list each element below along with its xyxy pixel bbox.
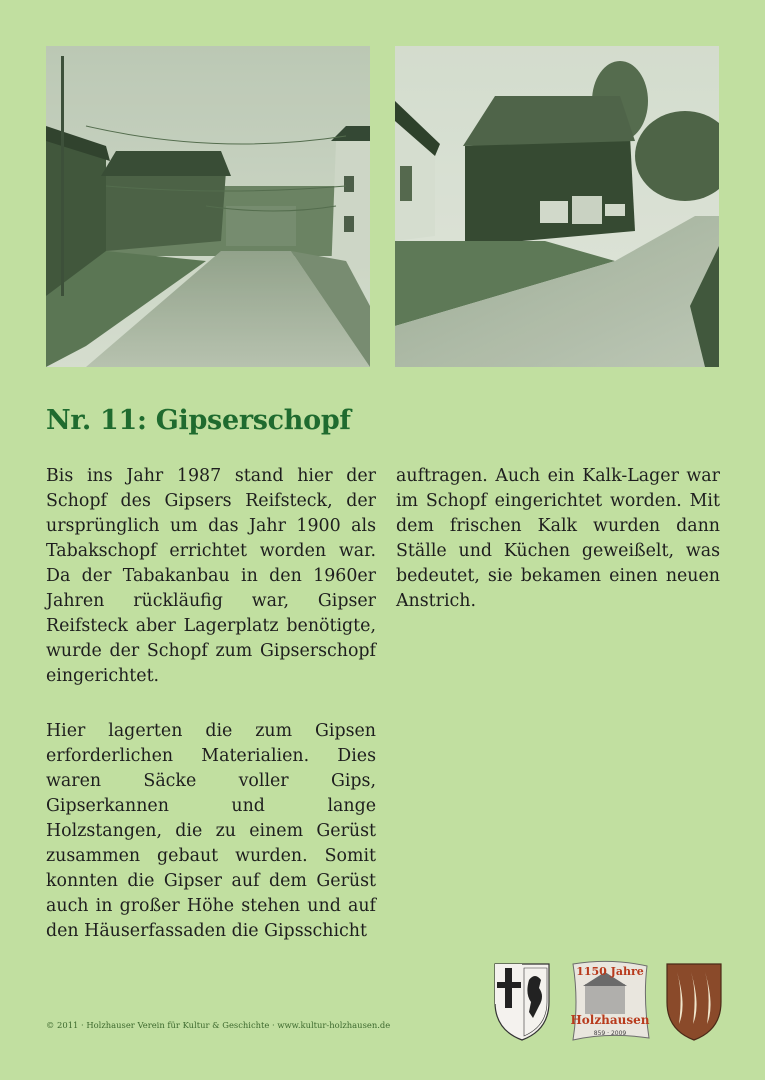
historic-street-photo-left bbox=[46, 46, 370, 367]
paragraph-lime-storage: auftragen. Auch ein Kalk-Lager war im Schopf eingerichtet worden. Mit dem frischen Kalk wurden dann Ställe und Küchen geweißelt, was bedeutet, sie bekamen einen neuen Anstrich. bbox=[396, 466, 720, 611]
page-title: Nr. 11: Gipserschopf bbox=[46, 405, 351, 436]
text-column-right bbox=[396, 464, 720, 644]
badge-line2: Holzhausen bbox=[570, 1013, 650, 1027]
badge-line1: 1150 Jahre bbox=[576, 965, 644, 978]
historic-barn-photo-right bbox=[395, 46, 719, 367]
paragraph-materials: Hier lagerten die zum Gipsen erforderlichen Materialien. Dies waren Säcke voller Gips, Gipserkannen und lange Holzstangen, die zu einem Gerüst zusammen gebaut wurden. Somit konnten die Gipser auf dem Gerüst auch in großer Höhe stehen und auf den Häuserfassaden die Gipsschicht bbox=[46, 721, 376, 941]
text-column-left bbox=[46, 464, 376, 974]
anniversary-badge-icon bbox=[570, 961, 649, 1040]
coat-of-arms-right-icon bbox=[667, 964, 721, 1040]
badge-line3: 859 · 2009 bbox=[593, 1030, 627, 1037]
logo-group bbox=[493, 958, 725, 1042]
coat-of-arms-left-icon bbox=[495, 964, 549, 1040]
footer-credit: © 2011 · Holzhauser Verein für Kultur & Geschichte · www.kultur-holzhausen.de bbox=[46, 1020, 391, 1030]
paragraph-history: Bis ins Jahr 1987 stand hier der Schopf des Gipsers Reifsteck, der ursprünglich um das Jahr 1900 als Tabakschopf errichtet worden war. Da der Tabakanbau in den 1960er Jahren rückläufig war, Gipser Reifsteck aber Lagerplatz benötigte, wurde der Schopf zum Gipserschopf eingerichtet. bbox=[46, 466, 376, 686]
